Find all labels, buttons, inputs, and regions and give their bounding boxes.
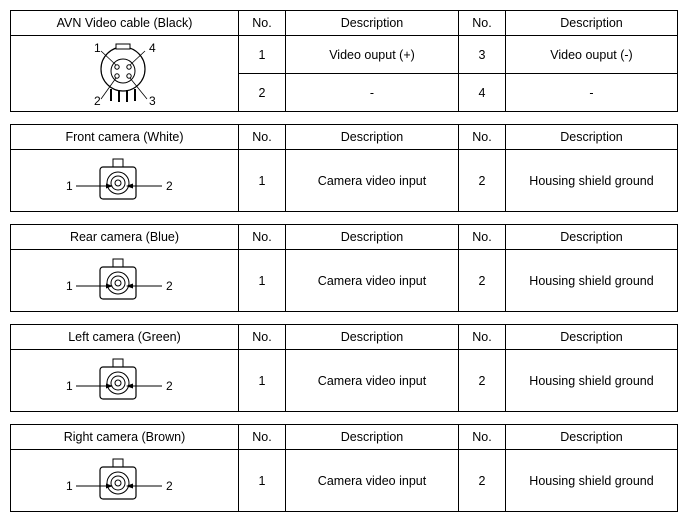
pin-description: Housing shield ground	[506, 150, 678, 212]
pin-number: 1	[239, 36, 286, 74]
connector-title: Rear camera (Blue)	[11, 225, 239, 250]
header-no: No.	[459, 425, 506, 450]
header-description: Description	[506, 11, 678, 36]
pin-number: 3	[459, 36, 506, 74]
pin-number: 2	[459, 350, 506, 412]
pin-label: 2	[165, 478, 173, 493]
pin-description: Housing shield ground	[506, 450, 678, 512]
header-description: Description	[506, 225, 678, 250]
table-row	[11, 450, 678, 512]
left-camera-table	[10, 324, 678, 412]
pin-number: 2	[459, 450, 506, 512]
connector-title: AVN Video cable (Black)	[11, 11, 239, 36]
table-header-row	[11, 225, 678, 250]
pin-number: 1	[239, 450, 286, 512]
header-description: Description	[506, 325, 678, 350]
pin-label: 1	[65, 278, 73, 293]
pin-label: 2	[165, 378, 173, 393]
header-description: Description	[286, 225, 459, 250]
pin-description: Housing shield ground	[506, 350, 678, 412]
header-no: No.	[459, 325, 506, 350]
pin-label: 4	[148, 40, 156, 55]
table-header-row	[11, 11, 678, 36]
table-header-row	[11, 425, 678, 450]
header-description: Description	[286, 325, 459, 350]
pin-number: 4	[459, 74, 506, 112]
table-row	[11, 36, 678, 74]
avn-connector-diagram	[65, 39, 185, 109]
pin-description: Video ouput (+)	[286, 36, 459, 74]
pin-description: Camera video input	[286, 250, 459, 312]
camera-connector-diagram-cell	[11, 150, 239, 212]
camera-connector-diagram-cell	[11, 450, 239, 512]
pin-label: 1	[65, 178, 73, 193]
camera-connector-diagram	[60, 155, 190, 207]
table-header-row	[11, 125, 678, 150]
pin-number: 2	[459, 150, 506, 212]
avn-connector-table	[10, 10, 678, 112]
header-no: No.	[239, 11, 286, 36]
header-description: Description	[286, 425, 459, 450]
header-description: Description	[506, 125, 678, 150]
camera-connector-diagram	[60, 355, 190, 407]
connector-title: Right camera (Brown)	[11, 425, 239, 450]
camera-connector-diagram	[60, 455, 190, 507]
table-row	[11, 150, 678, 212]
pin-description: Video ouput (-)	[506, 36, 678, 74]
pin-number: 1	[239, 350, 286, 412]
pin-description: Camera video input	[286, 150, 459, 212]
header-no: No.	[239, 225, 286, 250]
pin-label: 2	[165, 278, 173, 293]
camera-connector-diagram-cell	[11, 350, 239, 412]
header-no: No.	[459, 125, 506, 150]
pin-description: -	[286, 74, 459, 112]
header-no: No.	[459, 225, 506, 250]
pin-number: 1	[239, 250, 286, 312]
header-description: Description	[286, 11, 459, 36]
pin-description: Camera video input	[286, 350, 459, 412]
front-camera-table	[10, 124, 678, 212]
connector-title: Front camera (White)	[11, 125, 239, 150]
header-no: No.	[459, 11, 506, 36]
pin-number: 2	[459, 250, 506, 312]
avn-connector-diagram-cell	[11, 36, 239, 112]
pin-label: 2	[165, 178, 173, 193]
pin-number: 2	[239, 74, 286, 112]
header-no: No.	[239, 325, 286, 350]
table-row	[11, 350, 678, 412]
rear-camera-table	[10, 224, 678, 312]
pin-description: -	[506, 74, 678, 112]
pin-label: 3	[148, 93, 156, 108]
table-header-row	[11, 325, 678, 350]
connector-title: Left camera (Green)	[11, 325, 239, 350]
pin-number: 1	[239, 150, 286, 212]
header-no: No.	[239, 125, 286, 150]
pin-description: Housing shield ground	[506, 250, 678, 312]
header-no: No.	[239, 425, 286, 450]
pin-label: 1	[65, 478, 73, 493]
pin-label: 1	[93, 40, 101, 55]
camera-connector-diagram	[60, 255, 190, 307]
header-description: Description	[286, 125, 459, 150]
pin-label: 1	[65, 378, 73, 393]
table-row	[11, 250, 678, 312]
header-description: Description	[506, 425, 678, 450]
pin-description: Camera video input	[286, 450, 459, 512]
right-camera-table	[10, 424, 678, 512]
pin-label: 2	[93, 93, 101, 108]
camera-connector-diagram-cell	[11, 250, 239, 312]
